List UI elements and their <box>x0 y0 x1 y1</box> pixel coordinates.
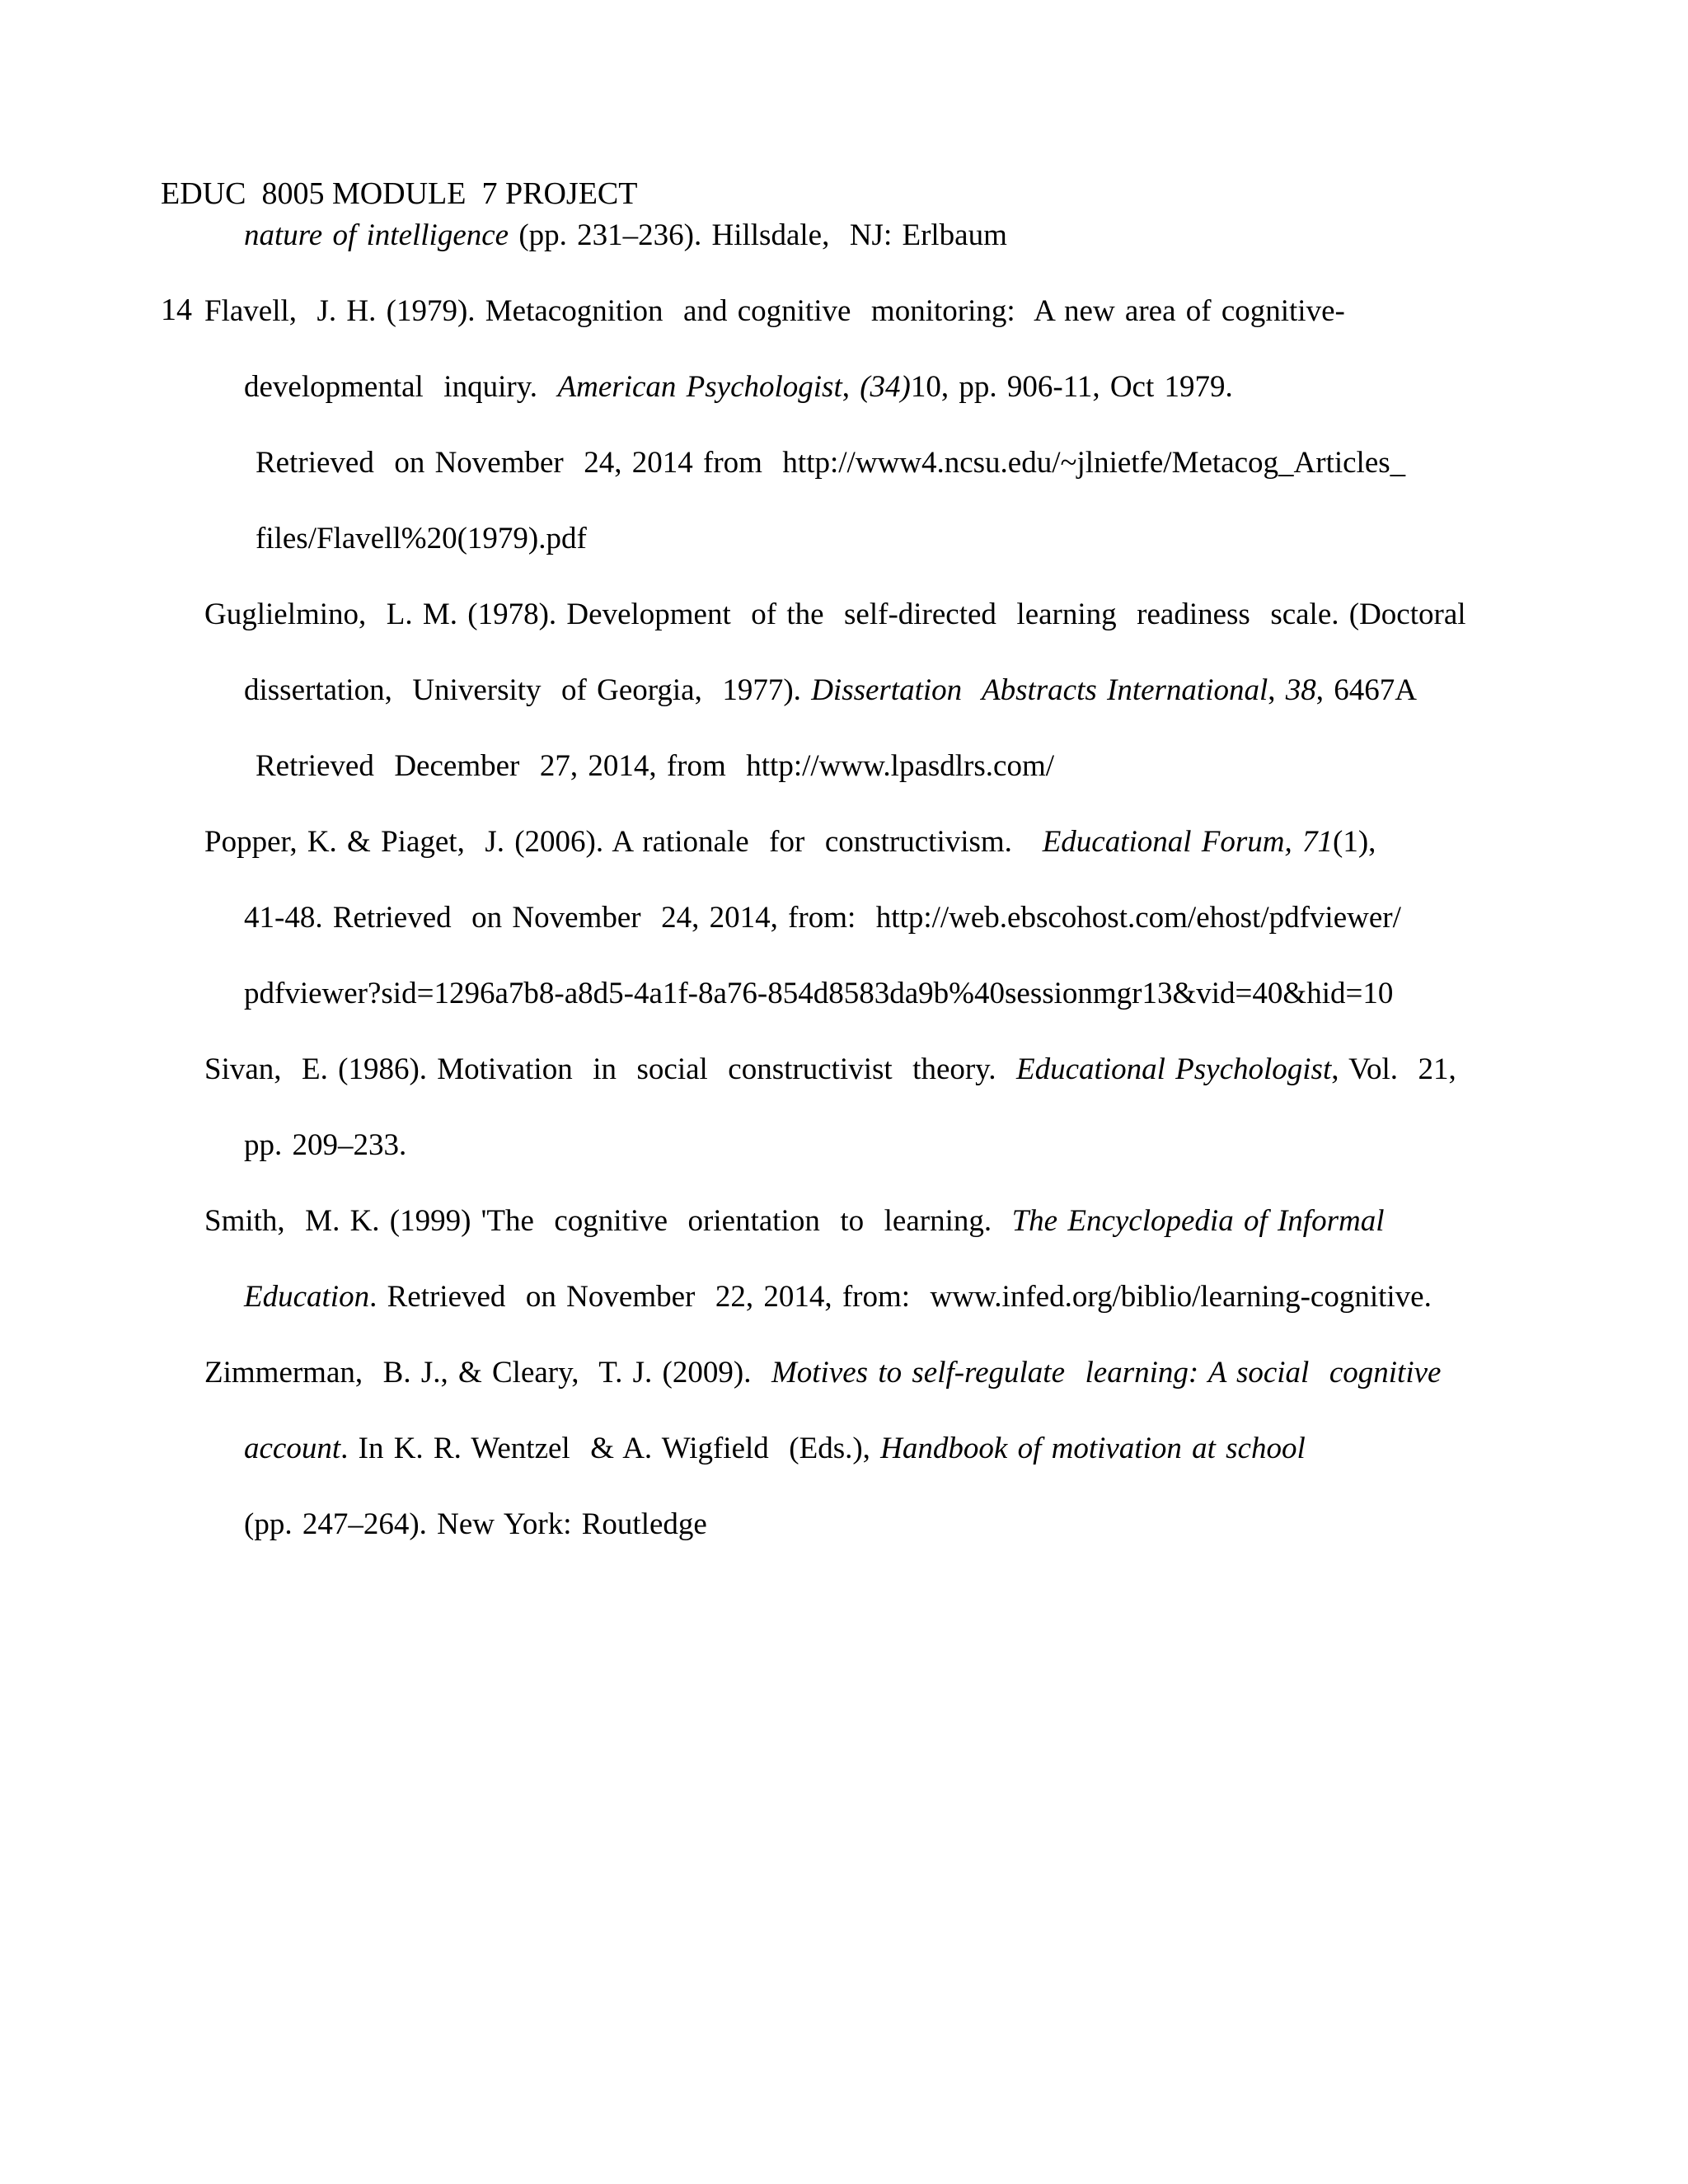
page-number: 14 <box>161 293 192 327</box>
text-run: , Vol. 21, <box>1331 1052 1456 1086</box>
text-run: Retrieved December 27, 2014, from http://www.lpasdlrs.com/ <box>256 749 1054 783</box>
text-run: Retrieved on November 24, 2014 from http://www4.ncsu.edu/~jlnietfe/Metacog_Articles_ <box>256 446 1406 480</box>
reference-line <box>204 274 1688 349</box>
italic-text-run: The Encyclopedia of Informal <box>1011 1204 1385 1238</box>
reference-line <box>244 956 1688 1032</box>
text-run: Popper, K. & Piaget, J. (2006). A rationale for constructivism. <box>204 825 1043 859</box>
reference-line <box>244 198 1688 274</box>
reference-line <box>244 880 1688 956</box>
text-run: dissertation, University of Georgia, 1977). <box>244 673 812 707</box>
text-run: , <box>842 370 860 404</box>
reference-line <box>244 1108 1688 1183</box>
text-run: pdfviewer?sid=1296a7b8-a8d5-4a1f-8a76-854d8583da9b%40sessionmgr13&vid=40&hid=10 <box>244 977 1394 1010</box>
text-run: Guglielmino, L. M. (1978). Development of the self-directed learning readiness scale. (Doctoral <box>204 598 1466 631</box>
reference-line <box>204 1032 1688 1108</box>
italic-text-run: Motives to self-regulate learning: A social cognitive <box>771 1356 1442 1390</box>
italic-text-run: Dissertation Abstracts International <box>811 673 1268 707</box>
italic-text-run: nature of intelligence <box>244 218 509 252</box>
italic-text-run: (34) <box>860 370 911 404</box>
italic-text-run: American Psychologist <box>557 370 842 404</box>
text-run: . Retrieved on November 22, 2014, from: www.infed.org/biblio/learning-cognitive. <box>369 1280 1432 1314</box>
reference-line <box>244 1411 1688 1487</box>
text-run: , 6467A <box>1315 673 1418 707</box>
text-run: (1), <box>1333 825 1376 859</box>
italic-text-run: Educational Forum, 71 <box>1042 825 1334 859</box>
text-run: , <box>1268 673 1286 707</box>
italic-text-run: account <box>244 1432 341 1465</box>
text-run: (pp. 247–264). New York: Routledge <box>244 1507 707 1541</box>
text-run: Zimmerman, B. J., & Cleary, T. J. (2009). <box>204 1356 771 1390</box>
text-run: 10, pp. 906-11, Oct 1979. <box>910 370 1233 404</box>
reference-line <box>244 1487 1688 1563</box>
reference-line <box>204 1183 1688 1259</box>
text-run: Sivan, E. (1986). Motivation in social constructivist theory. <box>204 1052 1017 1086</box>
reference-line <box>256 425 1688 501</box>
italic-text-run: Handbook of motivation at school <box>880 1432 1306 1465</box>
text-run: Flavell, J. H. (1979). Metacognition and cognitive monitoring: A new area of cognitive- <box>204 294 1345 328</box>
italic-text-run: 38 <box>1285 673 1316 707</box>
references-block <box>0 198 1688 1563</box>
reference-line <box>204 577 1688 653</box>
reference-line <box>256 501 1688 577</box>
reference-line <box>244 349 1688 425</box>
reference-line <box>204 804 1688 880</box>
running-head-title: EDUC 8005 MODULE 7 PROJECT <box>161 176 638 211</box>
text-run: Smith, M. K. (1999) 'The cognitive orientation to learning. <box>204 1204 1012 1238</box>
reference-line <box>256 729 1688 804</box>
italic-text-run: Education <box>244 1280 370 1314</box>
reference-line <box>244 1259 1688 1335</box>
text-run: files/Flavell%20(1979).pdf <box>256 522 587 555</box>
reference-line <box>204 1335 1688 1411</box>
text-run: pp. 209–233. <box>244 1128 407 1162</box>
text-run: . In K. R. Wentzel & A. Wigfield (Eds.), <box>340 1432 881 1465</box>
reference-line <box>244 653 1688 729</box>
text-run: 41-48. Retrieved on November 24, 2014, from: http://web.ebscohost.com/ehost/pdfviewer/ <box>244 901 1401 935</box>
italic-text-run: Educational Psychologist <box>1016 1052 1332 1086</box>
text-run: (pp. 231–236). Hillsdale, NJ: Erlbaum <box>509 218 1007 252</box>
text-run: developmental inquiry. <box>244 370 558 404</box>
